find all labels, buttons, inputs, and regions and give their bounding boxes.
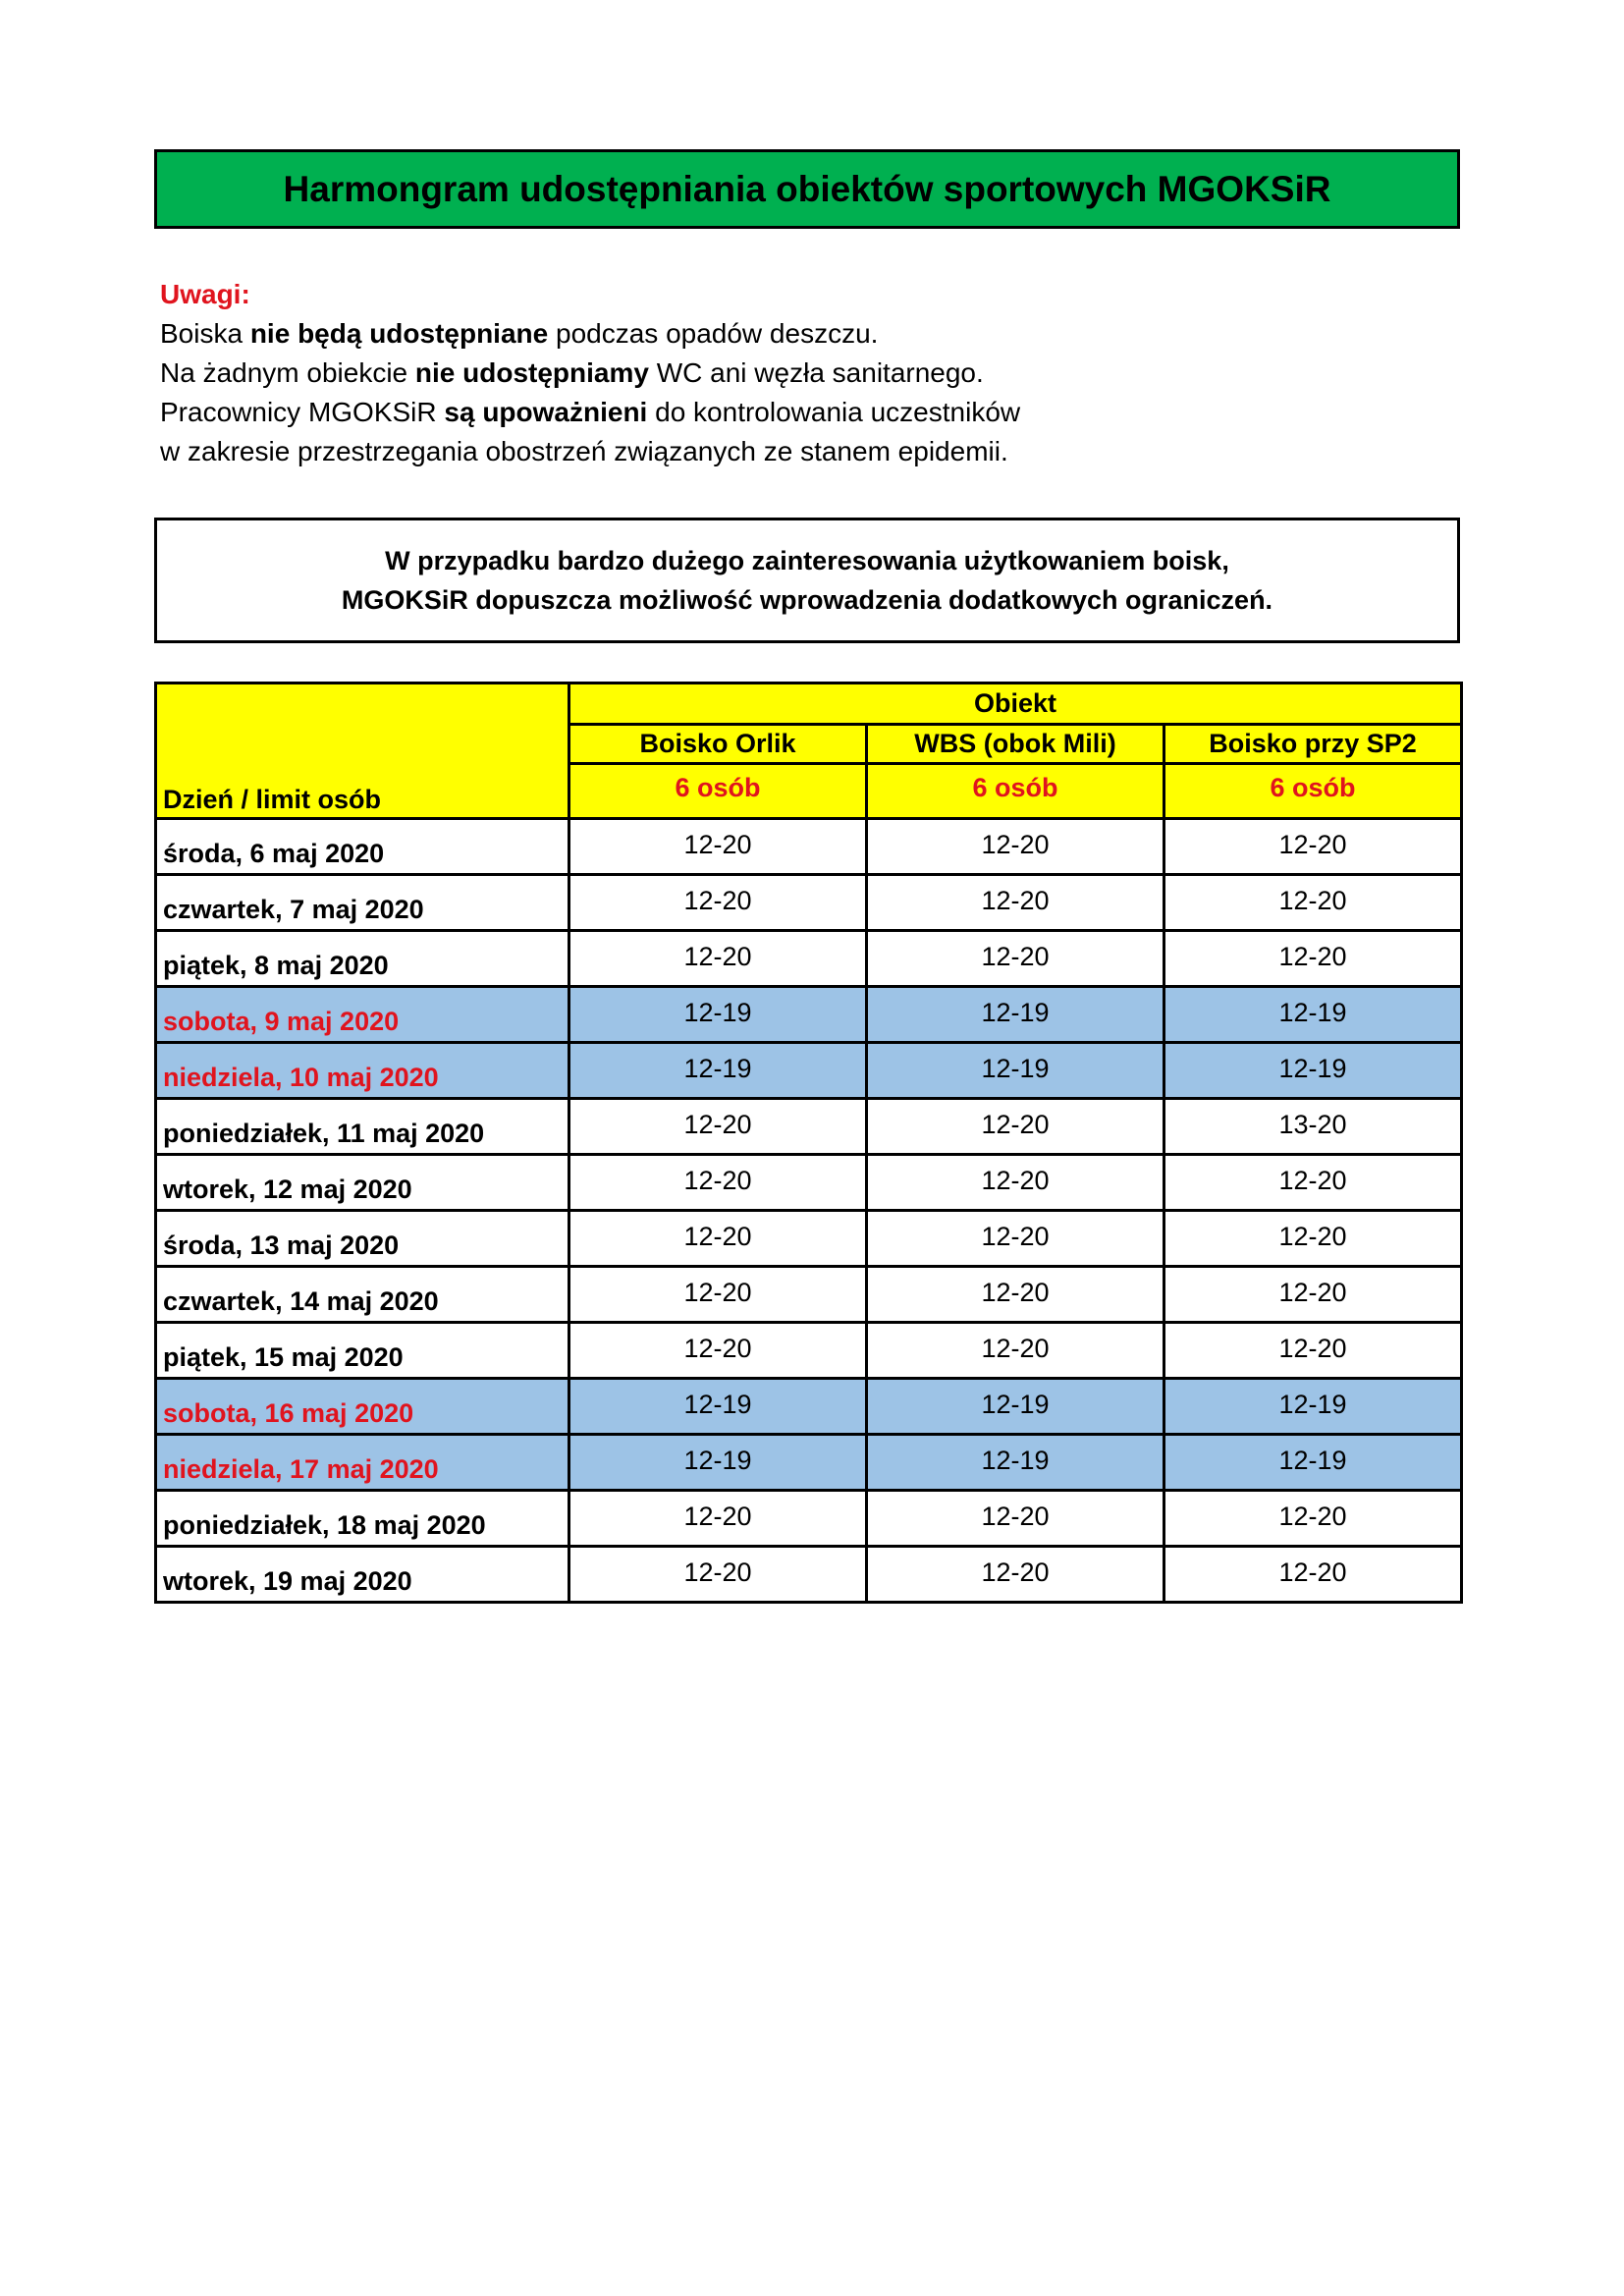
header-row-group [156,683,1462,725]
hours-cell: 12-20 [569,1547,867,1603]
table-row [156,875,1462,931]
table-row [156,1267,1462,1323]
column-header: Boisko Orlik [569,725,867,764]
hours-cell: 12-19 [867,1435,1164,1491]
header-obiekt: Obiekt [569,683,1462,725]
hours-cell: 12-20 [569,1155,867,1211]
day-cell: wtorek, 19 maj 2020 [156,1547,569,1603]
hours-cell: 12-20 [1164,819,1462,875]
hours-cell: 12-20 [867,875,1164,931]
limit-cell: 6 osób [569,764,867,819]
notice-line-2: MGOKSiR dopuszcza możliwość wprowadzenia dodatkowych ograniczeń. [341,585,1273,615]
hours-cell: 12-20 [569,1099,867,1155]
header-blank-cell [156,725,569,764]
day-cell: czwartek, 14 maj 2020 [156,1267,569,1323]
hours-cell: 12-20 [1164,1547,1462,1603]
note-line-1: Boiska nie będą udostępniane podczas opadów deszczu. [160,318,879,349]
hours-cell: 12-20 [867,1323,1164,1379]
notes-heading: Uwagi: [160,279,250,309]
hours-cell: 12-19 [1164,987,1462,1043]
hours-cell: 12-20 [867,1547,1164,1603]
header-row-limits [156,764,1462,819]
hours-cell: 12-19 [569,987,867,1043]
hours-cell: 12-20 [569,1267,867,1323]
table-row [156,931,1462,987]
hours-cell: 12-20 [1164,1323,1462,1379]
table-row [156,819,1462,875]
hours-cell: 12-20 [867,931,1164,987]
hours-cell: 12-20 [1164,1267,1462,1323]
day-cell: środa, 13 maj 2020 [156,1211,569,1267]
day-cell: piątek, 8 maj 2020 [156,931,569,987]
day-cell: sobota, 16 maj 2020 [156,1379,569,1435]
hours-cell: 12-19 [569,1043,867,1099]
table-row [156,1211,1462,1267]
note-line-3: Pracownicy MGOKSiR są upoważnieni do kontrolowania uczestników [160,397,1021,427]
table-row [156,1435,1462,1491]
column-header: Boisko przy SP2 [1164,725,1462,764]
day-cell: piątek, 15 maj 2020 [156,1323,569,1379]
hours-cell: 12-20 [867,1211,1164,1267]
note-line-4: w zakresie przestrzegania obostrzeń związanych ze stanem epidemii. [160,436,1008,466]
schedule-table [154,682,1463,1604]
hours-cell: 12-19 [867,987,1164,1043]
hours-cell: 12-19 [1164,1043,1462,1099]
limit-cell: 6 osób [1164,764,1462,819]
table-row [156,1099,1462,1155]
header-row-columns [156,725,1462,764]
day-cell: niedziela, 10 maj 2020 [156,1043,569,1099]
page-title: Harmongram udostępniania obiektów sportowych MGOKSiR [154,149,1460,229]
limit-cell: 6 osób [867,764,1164,819]
hours-cell: 12-20 [569,819,867,875]
column-header: WBS (obok Mili) [867,725,1164,764]
day-cell: środa, 6 maj 2020 [156,819,569,875]
day-cell: poniedziałek, 18 maj 2020 [156,1491,569,1547]
day-cell: czwartek, 7 maj 2020 [156,875,569,931]
hours-cell: 12-19 [569,1379,867,1435]
day-cell: wtorek, 12 maj 2020 [156,1155,569,1211]
hours-cell: 12-20 [1164,1155,1462,1211]
day-cell: poniedziałek, 11 maj 2020 [156,1099,569,1155]
day-limit-header: Dzień / limit osób [156,764,569,819]
hours-cell: 12-20 [1164,931,1462,987]
hours-cell: 13-20 [1164,1099,1462,1155]
hours-cell: 12-20 [867,1155,1164,1211]
hours-cell: 12-19 [1164,1435,1462,1491]
hours-cell: 12-19 [1164,1379,1462,1435]
hours-cell: 12-19 [569,1435,867,1491]
hours-cell: 12-20 [569,1323,867,1379]
hours-cell: 12-20 [1164,1491,1462,1547]
hours-cell: 12-20 [1164,875,1462,931]
hours-cell: 12-20 [569,931,867,987]
table-row [156,1155,1462,1211]
day-cell: sobota, 9 maj 2020 [156,987,569,1043]
hours-cell: 12-19 [867,1379,1164,1435]
table-row [156,1323,1462,1379]
table-row [156,1043,1462,1099]
hours-cell: 12-20 [569,1211,867,1267]
table-row [156,1491,1462,1547]
notes-section [160,275,1387,471]
table-row [156,987,1462,1043]
hours-cell: 12-19 [867,1043,1164,1099]
table-row [156,1379,1462,1435]
notice-box [154,518,1460,643]
hours-cell: 12-20 [1164,1211,1462,1267]
hours-cell: 12-20 [867,1267,1164,1323]
hours-cell: 12-20 [867,1491,1164,1547]
hours-cell: 12-20 [569,1491,867,1547]
table-row [156,1547,1462,1603]
note-line-2: Na żadnym obiekcie nie udostępniamy WC ani węzła sanitarnego. [160,357,984,388]
hours-cell: 12-20 [569,875,867,931]
hours-cell: 12-20 [867,1099,1164,1155]
day-cell: niedziela, 17 maj 2020 [156,1435,569,1491]
notice-line-1: W przypadku bardzo dużego zainteresowania użytkowaniem boisk, [385,546,1229,575]
header-blank-cell [156,683,569,725]
hours-cell: 12-20 [867,819,1164,875]
